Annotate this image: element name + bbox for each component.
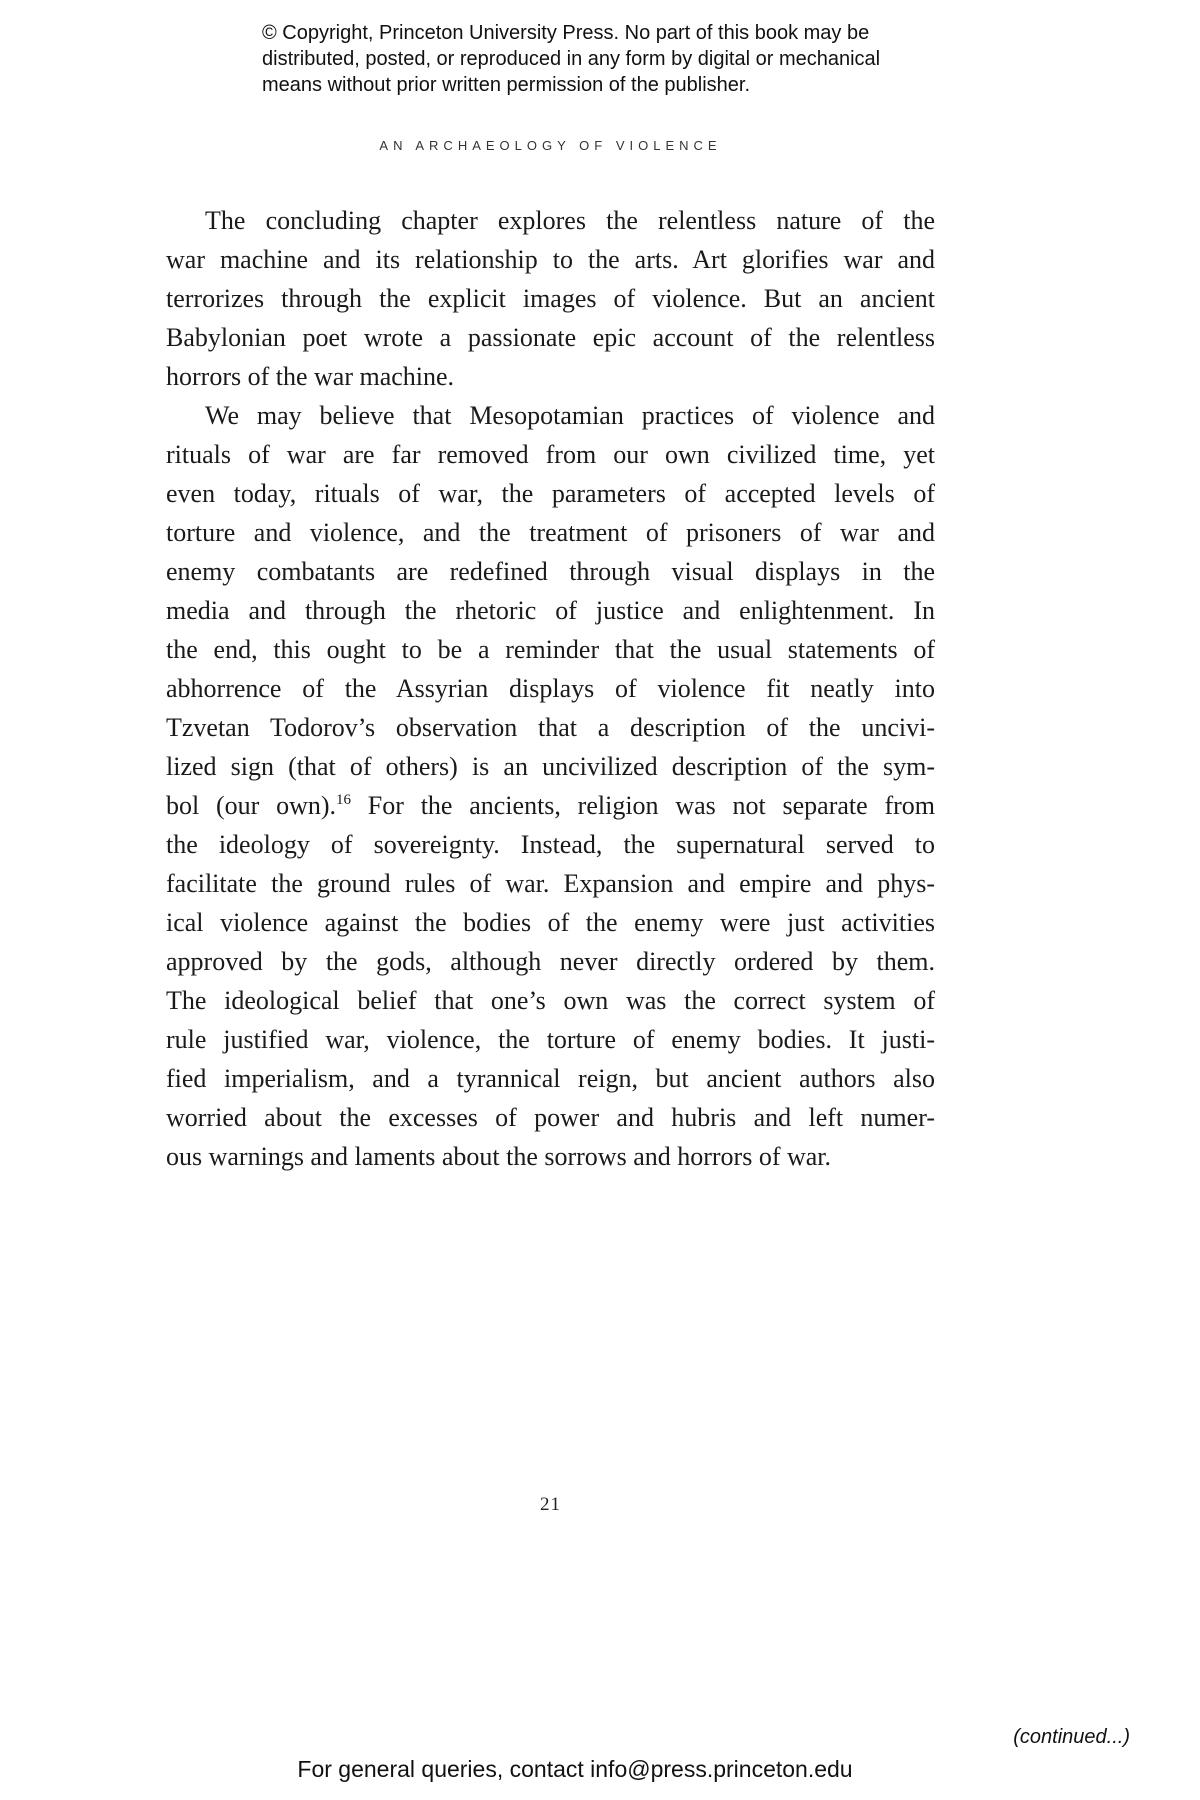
paragraph-2 — [166, 396, 935, 1176]
text-line: Babylonian poet wrote a passionate epic account of the relentless — [166, 323, 935, 352]
copyright-line: distributed, posted, or reproduced in any form by digital or mechanical — [262, 48, 881, 70]
footer-contact — [0, 1756, 1200, 1783]
text-line: war machine and its relationship to the arts. Art glorifies war and — [166, 245, 935, 274]
text-line: fied imperialism, and a tyrannical reign, but ancient authors also — [166, 1064, 935, 1093]
text-fragment: For the ancients, religion was not separate from — [351, 791, 936, 820]
text-line: the ideology of sovereignty. Instead, the supernatural served to — [166, 830, 935, 859]
text-line: rituals of war are far removed from our own civilized time, yet — [166, 440, 935, 469]
body-text — [166, 201, 935, 1176]
text-line: the end, this ought to be a reminder that the usual statements of — [166, 635, 935, 664]
footer-text: For general queries, contact info@press.princeton.edu — [297, 1756, 853, 1782]
text-line: rule justified war, violence, the torture of enemy bodies. It justi- — [166, 1025, 935, 1054]
text-line: worried about the excesses of power and hubris and left numer- — [166, 1103, 935, 1132]
paragraph-1 — [166, 201, 935, 396]
continued-label: (continued...) — [1013, 1726, 1130, 1748]
text-line: We may believe that Mesopotamian practices of violence and — [205, 401, 935, 430]
text-line: The ideological belief that one’s own was the correct system of — [166, 986, 935, 1015]
copyright-line: means without prior written permission of the publisher. — [262, 74, 751, 96]
footnote-reference[interactable]: 16 — [336, 792, 352, 808]
copyright-notice — [262, 20, 982, 98]
copyright-line: © Copyright, Princeton University Press. No part of this book may be — [262, 22, 870, 44]
text-line: torture and violence, and the treatment of prisoners of war and — [166, 518, 935, 547]
text-line: enemy combatants are redefined through visual displays in the — [166, 557, 935, 586]
text-line: ous warnings and laments about the sorrows and horrors of war. — [166, 1142, 832, 1171]
running-head: AN ARCHAEOLOGY OF VIOLENCE — [379, 138, 722, 153]
text-line: The concluding chapter explores the relentless nature of the — [205, 206, 935, 235]
text-line: horrors of the war machine. — [166, 362, 455, 391]
text-line: facilitate the ground rules of war. Expansion and empire and phys- — [166, 869, 935, 898]
text-line: media and through the rhetoric of justice and enlightenment. In — [166, 596, 935, 625]
text-line: even today, rituals of war, the parameters of accepted levels of — [166, 479, 935, 508]
text-line: ical violence against the bodies of the enemy were just activities — [166, 908, 935, 937]
text-line: approved by the gods, although never directly ordered by them. — [166, 947, 935, 976]
text-line: terrorizes through the explicit images of violence. But an ancient — [166, 284, 935, 313]
text-fragment: bol (our own). — [166, 791, 337, 820]
text-line-with-footnote — [166, 786, 935, 825]
page-number: 21 — [540, 1494, 561, 1515]
text-line: Tzvetan Todorov’s observation that a description of the uncivi- — [166, 713, 935, 742]
text-line: lized sign (that of others) is an uncivilized description of the sym- — [166, 752, 935, 781]
text-line: abhorrence of the Assyrian displays of violence fit neatly into — [166, 674, 935, 703]
